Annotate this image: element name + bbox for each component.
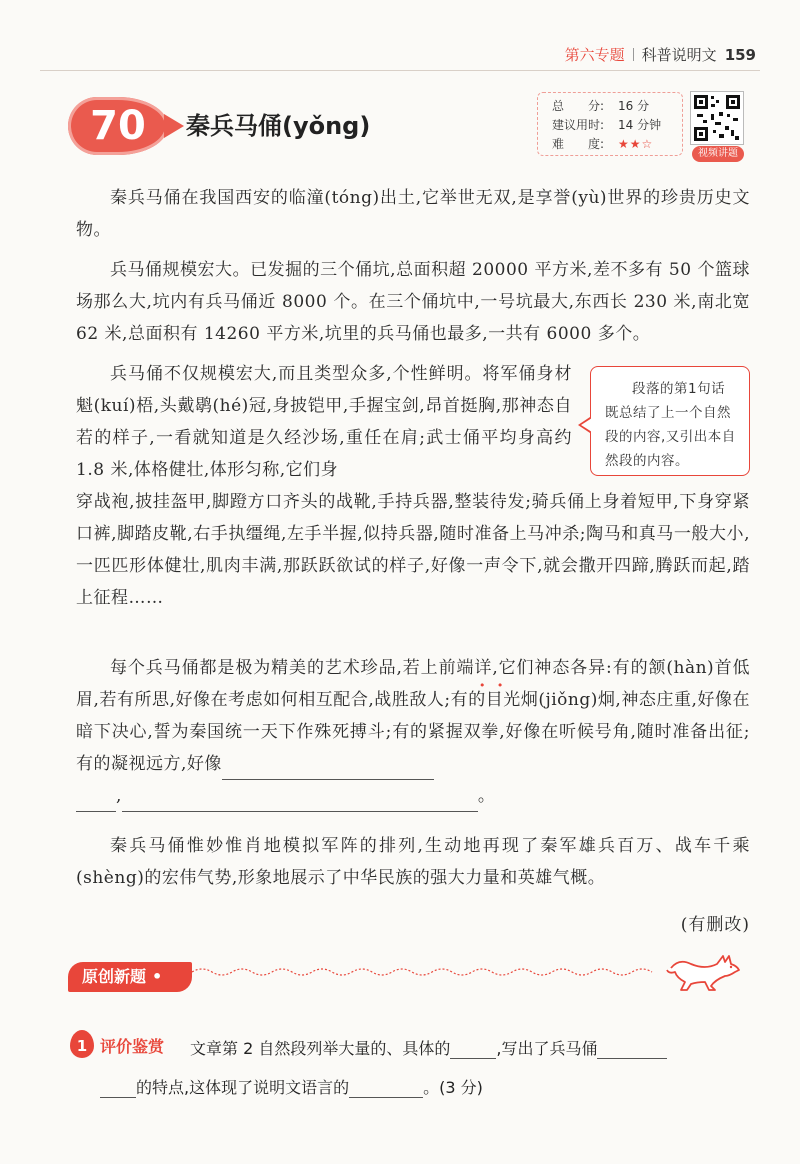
emphasis-char: 端 (456, 658, 475, 678)
video-explanation-label[interactable]: 视频讲题 (692, 146, 744, 162)
cat-icon (665, 948, 747, 994)
difficulty-row: 难 度: ★★☆ (552, 137, 654, 151)
lesson-title: 秦兵马俑(yǒng) (186, 112, 371, 140)
question-type: 评价鉴赏 (100, 1037, 165, 1056)
header-divider (633, 48, 634, 61)
info-box (537, 92, 683, 156)
answer-blank[interactable] (222, 759, 434, 780)
lesson-number-badge: 70 (68, 97, 168, 155)
answer-blank[interactable] (100, 1079, 136, 1098)
section-tag: 原创新题 • (68, 962, 192, 992)
decorative-wave-line (192, 960, 662, 980)
question-text-line-1: 文章第 2 自然段列举大量的、具体的 ,写出了兵马俑 (190, 1036, 667, 1059)
paragraph-3-part-1: 兵马俑不仅规模宏大,而且类型众多,个性鲜明。将军俑身材魁(kuí)梧,头戴鹖(hé)冠,身披铠甲,手握宝剑,昂首挺胸,那神态自若的样子,一看就知道是久经沙场,重任在肩;武士俑平均身高约 1.8 米,体格健壮,体形匀称,它们身 (76, 364, 572, 480)
category-name: 科普说明文 (641, 46, 717, 64)
total-score-row: 总 分: 16 分 (552, 99, 650, 113)
answer-blank[interactable] (597, 1040, 667, 1059)
paragraph-2: 兵马俑规模宏大。已发掘的三个俑坑,总面积超 20000 平方米,差不多有 50 个篮球场那么大,坑内有兵马俑近 8000 个。在三个俑坑中,一号坑最大,东西长 230 米,南北宽 62 米,总面积有 14260 平方米,坑里的兵马俑也最多,一共有 6000 多个。 (76, 260, 750, 344)
paragraph-5: 秦兵马俑惟妙惟肖地模拟军阵的排列,生动地再现了秦军雄兵百万、战车千乘(shèng)的宏伟气势,形象地展示了中华民族的强大力量和英雄气概。 (76, 836, 750, 888)
answer-blank[interactable] (349, 1079, 423, 1098)
paragraph-3-part-2: 穿战袍,披挂盔甲,脚蹬方口齐头的战靴,手持兵器,整装待发;骑兵俑上身着短甲,下身穿紧口裤,脚踏皮靴,右手执缰绳,左手半握,似持兵器,随时准备上马冲杀;陶马和真马一般大小,一匹匹形体健壮,肌肉丰满,那跃跃欲试的样子,好像一声令下,就会撒开四蹄,腾跃而起,踏上征程…… (76, 492, 750, 608)
page-number: 159 (724, 46, 756, 64)
paragraph-1: 秦兵马俑在我国西安的临潼(tóng)出土,它举世无双,是享誉(yù)世界的珍贵历史文物。 (76, 188, 750, 240)
emphasis-char: 详 (474, 658, 493, 678)
answer-blank[interactable] (76, 791, 116, 812)
answer-blank[interactable] (450, 1040, 496, 1059)
running-header (565, 44, 756, 65)
difficulty-stars: ★★☆ (618, 137, 654, 151)
qr-code-icon[interactable] (690, 91, 744, 145)
suggested-time-row: 建议用时: 14 分钟 (552, 118, 662, 132)
answer-blank[interactable] (122, 791, 478, 812)
paragraph-4: 每个兵马俑都是极为精美的艺术珍品,若上前端详,它们神态各异:有的颔(hàn)首低眉,若有所思,好像在考虑如何相互配合,战胜敌人;有的目光炯(jiǒng)炯,神态庄重,好像在暗下决心,誓为秦国统一天下作殊死搏斗;有的紧握双拳,好像在听候号角,随时准备出征;有的凝视远方,好像 , 。 (76, 652, 750, 812)
annotation-note: 段落的第1句话既总结了上一个自然段的内容,又引出本自然段的内容。 (590, 366, 750, 476)
section-name: 第六专题 (564, 46, 625, 64)
question-number-badge: 1 (70, 1030, 94, 1058)
source-note: (有删改) (680, 915, 750, 935)
header-rule (40, 70, 760, 71)
question-text-line-2: 的特点,这体现了说明文语言的 。(3 分) (100, 1075, 483, 1098)
